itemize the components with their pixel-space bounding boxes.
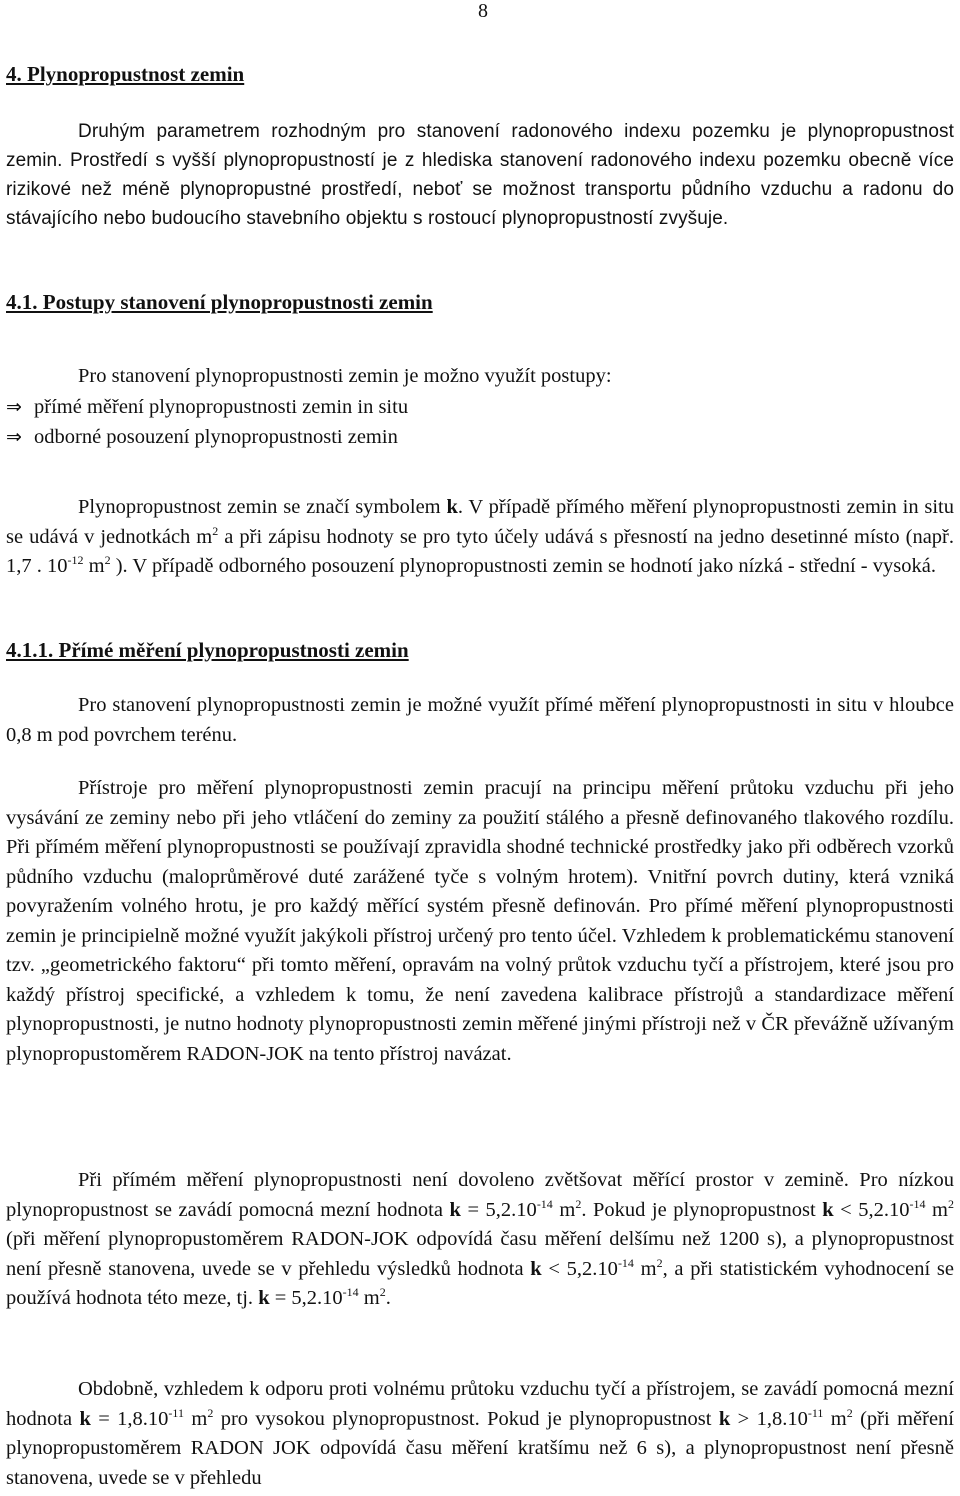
list-item: [6, 392, 408, 422]
text-run: Při přímém měření plynopropustnosti není dovoleno zvětšovat měřící prostor v zemině. Pro nízkou plynopropustnost se zavádí pomocná mezní hodnota: [6, 1169, 954, 1221]
superscript: -12: [67, 553, 84, 567]
section-paragraph-text: Druhým parametrem rozhodným pro stanovení radonového indexu pozemku je plynopropustnost zemin. Prostředí s vyšší plynopropustností je z hlediska stanovení radonového indexu pozemku obecně více rizikové než méně plynopropustné prostředí, neboť se možnost transportu půdního vzduchu a radonu do stávajícího nebo budoucího stavebního objektu s rostoucí plynopropustností zvyšuje.: [6, 121, 954, 229]
list-item-text: přímé měření plynopropustnosti zemin in situ: [34, 396, 409, 418]
text-run: m: [183, 1407, 208, 1430]
symbol-k: k: [79, 1407, 91, 1430]
list-item-text: odborné posouzení plynopropustnosti zemin: [34, 426, 398, 448]
subsubsection-title: 4.1.1. Přímé měření plynopropustnosti zemin: [6, 638, 409, 662]
symbol-k: k: [446, 496, 458, 518]
text-run: . Pokud je plynopropustnost: [581, 1198, 823, 1221]
text-run: pro vysokou plynopropustnost. Pokud je plynopropustnost: [213, 1407, 719, 1430]
double-arrow-icon: ⇒: [6, 396, 22, 418]
text-run: < 5,2.10: [833, 1198, 910, 1221]
text-run: < 5,2.10: [541, 1257, 618, 1280]
text-run: (při měření plynopropustoměrem RADON-JOK odpovídá času měření delšímu než 1200 s), a plynopropustnost není přesně stanovena, uvede se v přehledu výsledků hodnota: [6, 1228, 954, 1280]
superscript: 2: [575, 1196, 582, 1211]
symbol-k: k: [449, 1198, 461, 1221]
subsection-title: 4.1. Postupy stanovení plynopropustnosti zemin: [6, 290, 433, 314]
text-run: Pro stanovení plynopropustnosti zemin je možné využít přímé měření plynopropustnosti in situ v hloubce 0,8 m pod povrchem terénu.: [6, 694, 954, 746]
superscript: 2: [104, 553, 111, 567]
text-run: Obdobně, vzhledem k odporu proti volnému průtoku vzduchu tyčí a přístrojem, se zavádí pomocná mezní hodnota: [6, 1378, 954, 1430]
section-title: 4. Plynopropustnost zemin: [6, 62, 245, 86]
symbol-paragraph: [6, 493, 954, 582]
text-run: Přístroje pro měření plynopropustnosti zemin pracují na principu měření průtoku vzduchu při jeho vysávání ze zeminy nebo při jeho vtláčení do zeminy za použití stálého a přesně definovaného tlakového rozdílu. Při přímém měření plynopropustnosti se používají zpravidla shodné technické prostředky jako při odběrech vzorků půdního vzduchu (maloprůměrové duté zarážené tyče s volným hrotem). Vnitřní povrch dutiny, která vzniká povyražením volného hrotu, je pro každý měřící systém přesně definován. Pro přímé měření plynopropustnosti zemin je principielně možné využít jakýkoli přístroj určený pro tento účel. Vzhledem k problematickému stanovení tzv. „geometrického faktoru“ při tomto měření, opravám na volný průtok vzduchu tyčí a přístrojem, které jsou pro každý přístroj specifické, a vzhledem k tomu, že není zavedena kalibrace přístrojů a standardizace měření plynopropustnosti, je nutno hodnoty plynopropustnosti zemin měřené jinými přístroji než v ČR převážně užívaným plynopropustoměrem RADON-JOK na tento přístroj navázat.: [6, 777, 954, 1065]
text-run: = 5,2.10: [460, 1198, 537, 1221]
superscript: 2: [212, 523, 219, 538]
instruments-paragraph: [6, 774, 954, 1069]
text-run: ). V případě odborného posouzení plynopropustnosti zemin se hodnotí jako nízká - střední - vysoká.: [110, 555, 936, 577]
low-limit-paragraph: [6, 1166, 954, 1314]
text-run: m: [823, 1407, 847, 1430]
superscript: 2: [207, 1405, 214, 1420]
superscript: 2: [948, 1196, 954, 1211]
page-number: 8: [478, 0, 488, 22]
subsection-intro-text: Pro stanovení plynopropustnosti zemin je možno využít postupy:: [78, 365, 612, 387]
direct-measurement-paragraph: [6, 691, 954, 750]
text-run: m: [552, 1198, 576, 1221]
text-run: , a při statistickém vyhodnocení se používá hodnota této meze, tj.: [6, 1257, 955, 1309]
text-run: a při zápisu hodnoty se pro tyto účely udává s přesností na jedno desetinné místo (např. 1,7 . 10: [6, 525, 954, 577]
superscript: 2: [846, 1405, 853, 1420]
superscript: -14: [617, 1255, 634, 1270]
subsection-intro: [6, 362, 954, 392]
text-run: > 1,8.10: [730, 1407, 808, 1430]
superscript: 2: [656, 1255, 663, 1270]
list-item: [6, 422, 398, 452]
symbol-k: k: [530, 1257, 542, 1280]
superscript: 2: [379, 1285, 386, 1299]
text-run: .: [385, 1287, 391, 1309]
superscript: -11: [807, 1405, 824, 1420]
superscript: -14: [536, 1196, 553, 1211]
symbol-k: k: [822, 1198, 834, 1221]
symbol-k: k: [258, 1287, 270, 1309]
text-run: m: [83, 555, 105, 577]
section-paragraph: [6, 117, 954, 233]
superscript: -11: [168, 1405, 184, 1420]
text-run: = 1,8.10: [90, 1407, 169, 1430]
text-run: m: [925, 1198, 948, 1221]
text-run: m: [358, 1287, 380, 1309]
double-arrow-icon: ⇒: [6, 426, 22, 448]
text-run: (při měření plynopropustoměrem RADON JOK odpovídá času měření kratšímu než 6 s), a plynopropustnost není přesně stanovena, uvede se v přehledu: [6, 1407, 954, 1489]
superscript: -14: [909, 1196, 926, 1211]
text-run: = 5,2.10: [269, 1287, 343, 1309]
high-limit-paragraph: [6, 1375, 954, 1493]
superscript: -14: [342, 1285, 359, 1299]
text-run: Plynopropustnost zemin se značí symbolem: [78, 496, 447, 518]
text-run: . V případě přímého měření plynopropustnosti zemin in situ se udává v jednotkách m: [6, 496, 955, 548]
text-run: m: [633, 1257, 657, 1280]
symbol-k: k: [718, 1407, 731, 1430]
